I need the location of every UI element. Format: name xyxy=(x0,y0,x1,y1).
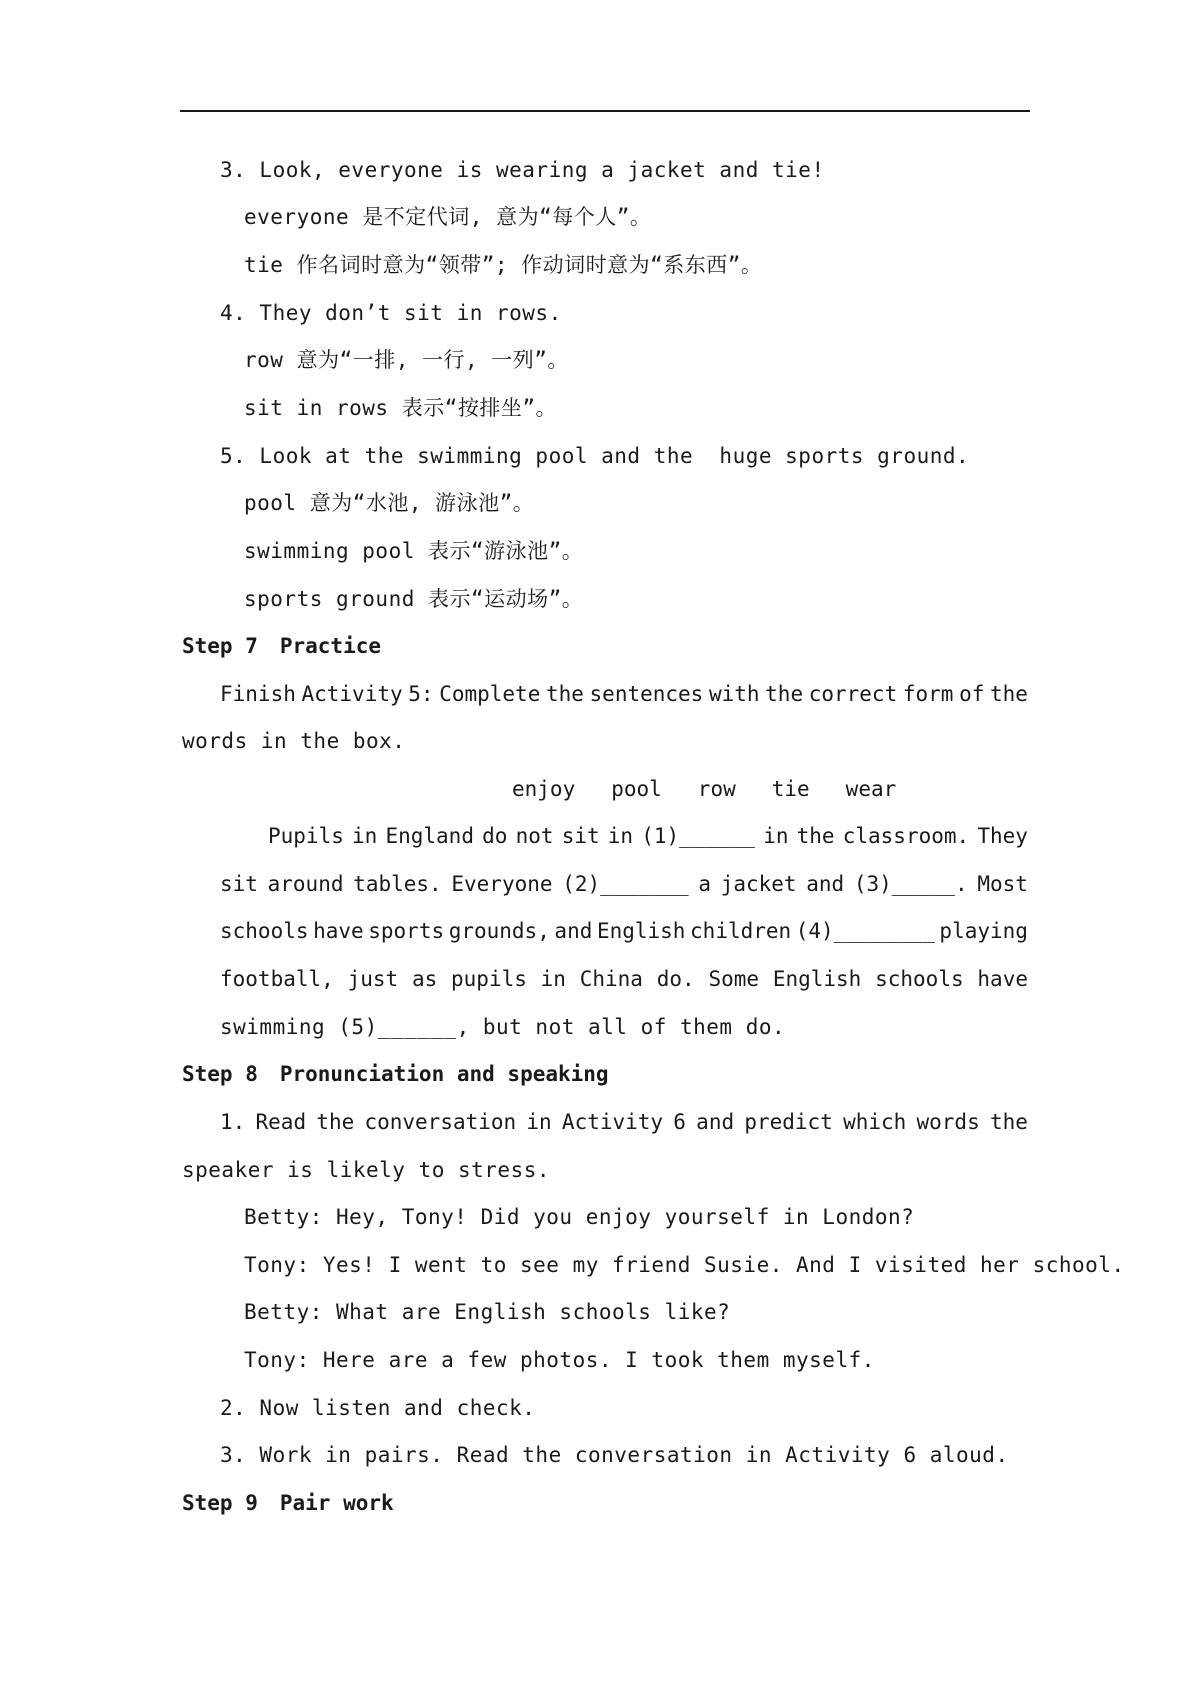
dialogue-line-1: Betty: Hey, Tony! Did you enjoy yourself in London? xyxy=(244,1205,915,1229)
word: a xyxy=(698,872,711,896)
word: as xyxy=(411,967,438,991)
word: with xyxy=(708,682,760,706)
dialogue-line-2: Tony: Yes! I went to see my friend Susie. And I visited her school. xyxy=(244,1253,1125,1277)
blank-1: (1)______ xyxy=(641,824,756,848)
step-8-title: Pronunciation and speaking xyxy=(279,1062,609,1086)
box-word-pool: pool xyxy=(611,777,662,801)
word: which xyxy=(843,1110,907,1134)
word: words xyxy=(916,1110,980,1134)
box-word-enjoy: enjoy xyxy=(512,777,576,801)
word: sit xyxy=(220,872,258,896)
word: and xyxy=(806,872,845,896)
word: do xyxy=(482,824,508,848)
step-8-item-1-line-2: speaker is likely to stress. xyxy=(182,1158,551,1182)
note-4-explanation-sit-in-rows: sit in rows 表示“按排坐”。 xyxy=(244,396,558,420)
word: schools xyxy=(875,967,964,991)
word: English xyxy=(596,919,686,943)
word: of xyxy=(959,682,985,706)
word: Activity xyxy=(301,682,403,706)
step-7-heading xyxy=(182,632,381,660)
word: in xyxy=(763,824,789,848)
word: the xyxy=(765,682,804,706)
word: in xyxy=(540,967,566,991)
word: 6 xyxy=(673,1110,686,1134)
passage-line-4 xyxy=(220,965,1028,993)
word: pupils xyxy=(451,967,527,991)
header-rule xyxy=(180,110,1030,112)
word: Some xyxy=(708,967,760,991)
step-9-title: Pair work xyxy=(279,1491,394,1515)
word: China xyxy=(579,967,643,991)
step-7-number: Step 7 xyxy=(182,634,258,658)
note-5-heading: 5. Look at the swimming pool and the huge sports ground. xyxy=(220,444,970,468)
word: Everyone xyxy=(451,872,553,896)
word: correct xyxy=(808,682,898,706)
step-9-number: Step 9 xyxy=(182,1491,258,1515)
word: Most xyxy=(977,872,1028,896)
word: football, xyxy=(220,967,334,991)
word: the xyxy=(989,1110,1028,1134)
word: in xyxy=(526,1110,552,1134)
word: and xyxy=(554,919,593,943)
word: Complete xyxy=(439,682,541,706)
step-8-item-3: 3. Work in pairs. Read the conversation in Activity 6 aloud. xyxy=(220,1443,1009,1467)
word: England xyxy=(385,824,474,848)
word: around xyxy=(267,872,344,896)
note-4-explanation-row: row 意为“一排, 一行, 一列”。 xyxy=(244,348,569,372)
word: sentences xyxy=(589,682,704,706)
note-5-explanation-sports-ground: sports ground 表示“运动场”。 xyxy=(244,587,584,611)
step-7-title: Practice xyxy=(279,634,382,658)
word: English xyxy=(772,967,862,991)
step-7-instruction-line-2: words in the box. xyxy=(182,729,406,753)
word: the xyxy=(989,682,1028,706)
word-box xyxy=(512,775,896,803)
step-8-item-1-line-1 xyxy=(220,1108,1028,1136)
word: form xyxy=(902,682,954,706)
passage-line-2 xyxy=(220,870,1028,898)
step-8-item-2: 2. Now listen and check. xyxy=(220,1396,536,1420)
word: have xyxy=(313,919,364,943)
passage-line-5: swimming (5)______, but not all of them do. xyxy=(220,1015,786,1039)
word: tables. xyxy=(353,872,442,896)
word: jacket xyxy=(720,872,797,896)
word: not xyxy=(515,824,554,848)
word: classroom. xyxy=(842,824,970,848)
word: the xyxy=(796,824,835,848)
word: They xyxy=(977,824,1028,848)
passage-line-3 xyxy=(220,917,1028,945)
word: Pupils xyxy=(268,824,344,848)
word: conversation xyxy=(364,1110,517,1134)
word: children xyxy=(690,919,792,943)
word: Activity xyxy=(561,1110,664,1134)
word: the xyxy=(545,682,584,706)
step-8-heading xyxy=(182,1060,609,1088)
word: sports xyxy=(368,919,445,943)
word: do. xyxy=(656,967,695,991)
step-9-heading xyxy=(182,1489,394,1517)
box-word-wear: wear xyxy=(845,777,897,801)
word: predict xyxy=(744,1110,833,1134)
word: sit xyxy=(561,824,600,848)
word: 1. xyxy=(220,1110,246,1134)
passage-line-1 xyxy=(268,822,1028,850)
word: Read xyxy=(255,1110,307,1134)
word: schools xyxy=(220,919,309,943)
blank-4: (4)________ xyxy=(795,919,935,943)
box-word-tie: tie xyxy=(771,777,810,801)
word: 5: xyxy=(408,682,434,706)
word: grounds, xyxy=(448,919,550,943)
word: Finish xyxy=(220,682,296,706)
note-3-heading: 3. Look, everyone is wearing a jacket and tie! xyxy=(220,158,825,182)
box-word-row: row xyxy=(697,777,736,801)
dialogue-line-3: Betty: What are English schools like? xyxy=(244,1300,731,1324)
step-7-instruction-line-1 xyxy=(220,680,1028,708)
note-5-explanation-pool: pool 意为“水池, 游泳池”。 xyxy=(244,491,535,515)
step-8-number: Step 8 xyxy=(182,1062,258,1086)
note-4-heading: 4. They don’t sit in rows. xyxy=(220,301,562,325)
word: have xyxy=(977,967,1028,991)
word: and xyxy=(696,1110,735,1134)
word: in xyxy=(352,824,378,848)
word: playing xyxy=(939,919,1028,943)
word: the xyxy=(316,1110,355,1134)
note-3-explanation-tie: tie 作名词时意为“领带”; 作动词时意为“系东西”。 xyxy=(244,253,763,277)
blank-2: (2)_______ xyxy=(562,872,689,896)
word: just xyxy=(347,967,399,991)
dialogue-line-4: Tony: Here are a few photos. I took them myself. xyxy=(244,1348,875,1372)
note-5-explanation-swimming-pool: swimming pool 表示“游泳池”。 xyxy=(244,539,584,563)
note-3-explanation-everyone: everyone 是不定代词, 意为“每个人”。 xyxy=(244,205,652,229)
blank-3: (3)_____. xyxy=(853,872,968,896)
word: in xyxy=(607,824,634,848)
